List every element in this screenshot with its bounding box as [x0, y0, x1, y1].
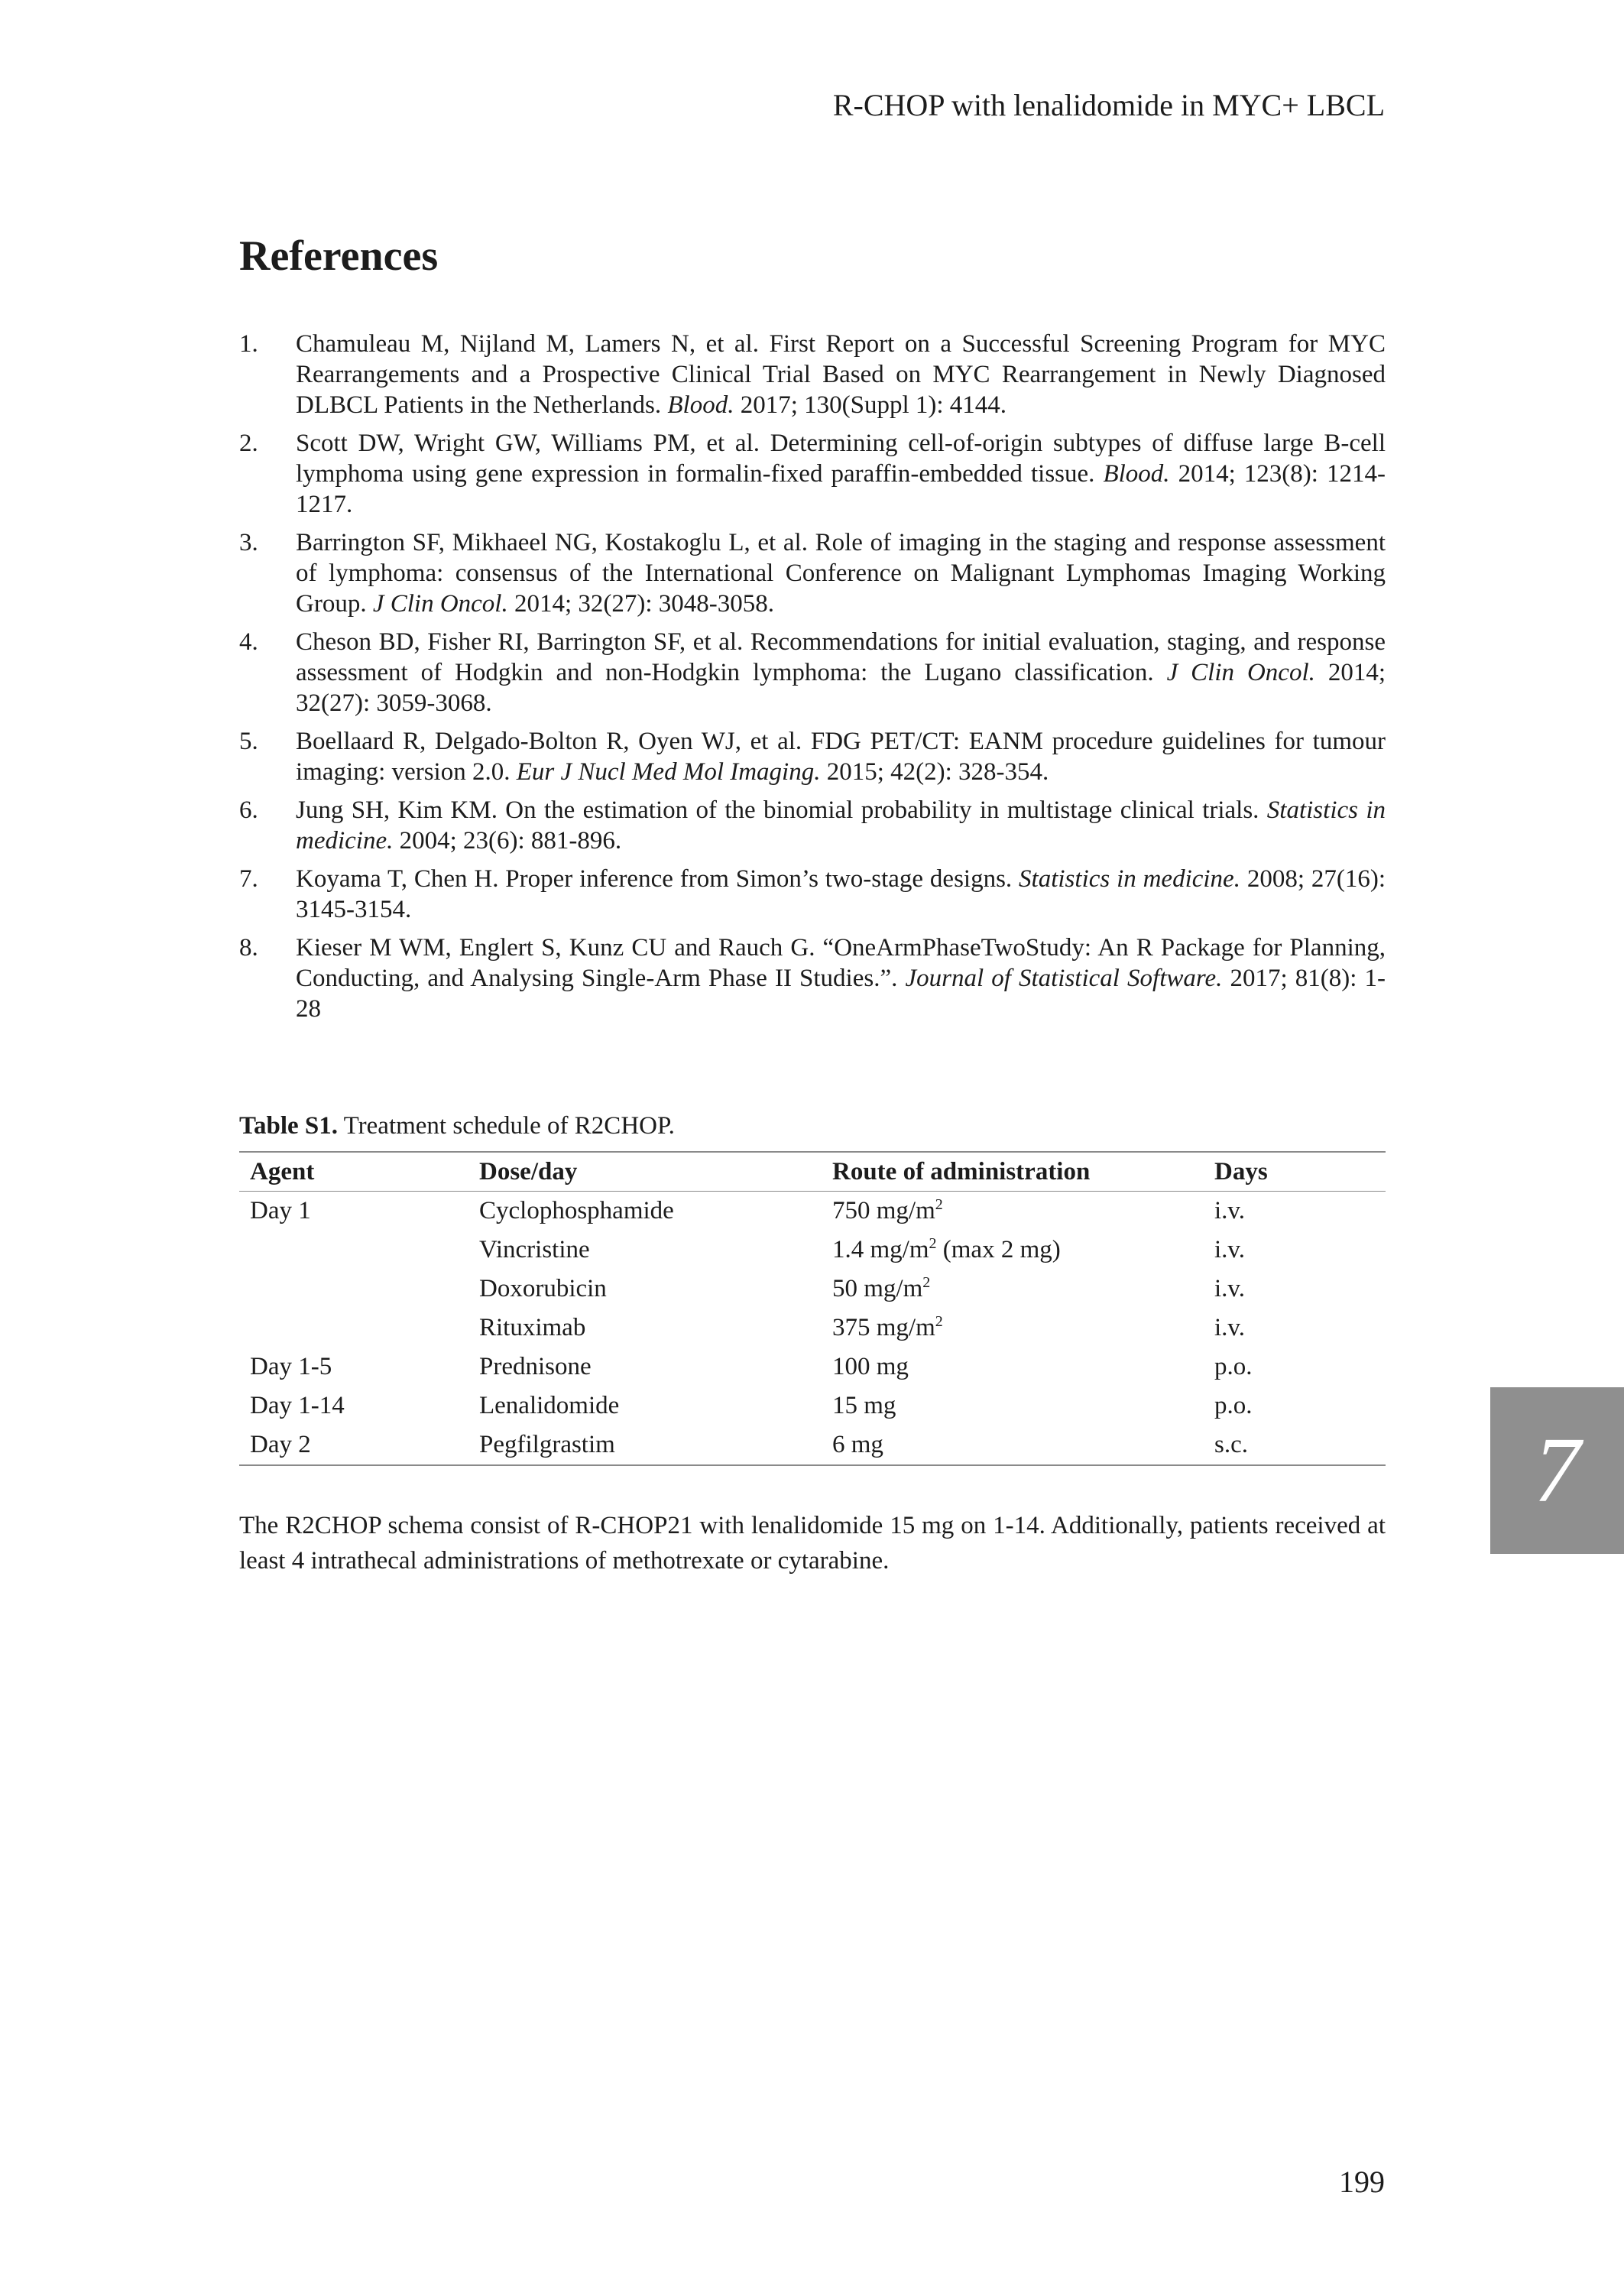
- cell-agent: [239, 1231, 468, 1270]
- cell-drug: Cyclophosphamide: [479, 1197, 674, 1224]
- table-row: [239, 1270, 1386, 1309]
- reference-item: [239, 795, 1386, 856]
- cell-route: p.o.: [1214, 1353, 1253, 1380]
- cell-agent: Day 1: [250, 1197, 311, 1224]
- reference-citation: 2008; 27(16): 3145-3154.: [296, 865, 1386, 923]
- reference-authors-title: Kieser M WM, Englert S, Kunz CU and Rauch G. “OneArmPhaseTwoStudy: An R Package for Planning, Conducting, and Analysing Single-Arm Phase II Studies.”.: [296, 934, 1386, 992]
- table-header-row: [239, 1152, 1386, 1192]
- section-heading: References: [239, 232, 439, 280]
- cell-agent: Day 2: [250, 1431, 311, 1458]
- cell-drug: Vincristine: [479, 1236, 590, 1263]
- reference-item: [239, 428, 1386, 520]
- page-number: 199: [1339, 2165, 1385, 2199]
- reference-authors-title: Boellaard R, Delgado-Bolton R, Oyen WJ, et al. FDG PET/CT: EANM procedure guidelines for tumour imaging: version 2.0.: [296, 728, 1386, 786]
- reference-text: [296, 864, 1386, 925]
- reference-citation: 2014; 32(27): 3048-3058.: [507, 590, 775, 618]
- table-row: [239, 1309, 1386, 1348]
- table-row: [239, 1231, 1386, 1270]
- reference-text: [296, 795, 1386, 856]
- reference-number: 6.: [239, 796, 258, 824]
- reference-item: [239, 864, 1386, 925]
- cell-dose: 15 mg: [832, 1392, 896, 1419]
- cell-route: p.o.: [1214, 1392, 1253, 1419]
- cell-route: i.v.: [1214, 1236, 1246, 1263]
- cell-route: s.c.: [1214, 1431, 1248, 1458]
- reference-item: [239, 627, 1386, 718]
- reference-journal: Eur J Nucl Med Mol Imaging.: [516, 758, 821, 786]
- cell-dose: 375 $mg/m^2$: [832, 1313, 943, 1341]
- reference-citation: 2004; 23(6): 881-896.: [393, 827, 622, 855]
- cell-agent: Day 1-14: [250, 1392, 345, 1419]
- cell-drug: Pegfilgrastim: [479, 1431, 615, 1458]
- cell-dose: 750 $mg/m^2$: [832, 1196, 943, 1224]
- table-note: The R2CHOP schema consist of R-CHOP21 with lenalidomide 15 mg on 1-14. Additionally, patients received at least 4 intrathecal administrations of methotrexate or cytarabine.: [239, 1512, 1386, 1575]
- reference-item: [239, 932, 1386, 1024]
- reference-text: [296, 428, 1386, 520]
- reference-text: [296, 932, 1386, 1024]
- table-row: [239, 1425, 1386, 1465]
- reference-citation: 2014; 123(8): 1214-1217.: [296, 460, 1386, 518]
- reference-journal: Statistics in medicine.: [1019, 865, 1240, 893]
- reference-number: 3.: [239, 529, 258, 556]
- reference-number: 5.: [239, 728, 258, 755]
- cell-route: i.v.: [1214, 1197, 1246, 1224]
- cell-agent: [239, 1270, 468, 1309]
- column-header-days: Days: [1204, 1152, 1386, 1192]
- reference-text: [296, 627, 1386, 718]
- running-head: R-CHOP with lenalidomide in MYC+ LBCL: [832, 88, 1385, 122]
- cell-route: i.v.: [1214, 1314, 1246, 1341]
- reference-journal: J Clin Oncol.: [372, 590, 508, 618]
- reference-citation: 2015; 42(2): 328-354.: [820, 758, 1049, 786]
- cell-drug: Doxorubicin: [479, 1275, 607, 1302]
- table-caption-label: Table S1.: [239, 1112, 339, 1140]
- table-row: [239, 1348, 1386, 1387]
- cell-dose: 50 $mg/m^2$: [832, 1274, 931, 1302]
- reference-authors-title: Scott DW, Wright GW, Williams PM, et al. Determining cell-of-origin subtypes of diffuse large B-cell lymphoma using gene expression in formalin-fixed paraffin-embedded tissue.: [296, 430, 1386, 488]
- reference-citation: 2017; 130(Suppl 1): 4144.: [734, 391, 1007, 419]
- reference-text: [296, 527, 1386, 619]
- cell-drug: Prednisone: [479, 1353, 592, 1380]
- reference-authors-title: Cheson BD, Fisher RI, Barrington SF, et al. Recommendations for initial evaluation, staging, and response assessment of Hodgkin and non-Hodgkin lymphoma: the Lugano classification.: [296, 628, 1386, 686]
- cell-dose: 6 mg: [832, 1431, 883, 1458]
- column-header-route: Route of administration: [822, 1152, 1204, 1192]
- reference-journal: Blood.: [1103, 460, 1170, 488]
- reference-authors-title: Barrington SF, Mikhaeel NG, Kostakoglu L, et al. Role of imaging in the staging and response assessment of lymphoma: consensus of the International Conference on Malignant Lymphomas Imaging Working Group.: [296, 529, 1386, 618]
- cell-agent: [239, 1309, 468, 1348]
- cell-drug: Rituximab: [479, 1314, 586, 1341]
- reference-item: [239, 726, 1386, 787]
- cell-route: i.v.: [1214, 1275, 1246, 1302]
- reference-number: 2.: [239, 430, 258, 457]
- reference-number: 8.: [239, 934, 258, 962]
- chapter-tab: 7: [1490, 1387, 1624, 1554]
- table-caption-text: Treatment schedule of R2CHOP.: [338, 1112, 675, 1140]
- table-caption: [239, 1111, 675, 1141]
- reference-citation: 2014; 32(27): 3059-3068.: [296, 659, 1386, 717]
- reference-authors-title: Koyama T, Chen H. Proper inference from Simon’s two-stage designs.: [296, 865, 1019, 893]
- cell-agent: Day 1-5: [250, 1353, 332, 1380]
- table-row: [239, 1387, 1386, 1425]
- reference-text: [296, 329, 1386, 420]
- reference-number: 7.: [239, 865, 258, 893]
- reference-journal: Journal of Statistical Software.: [905, 965, 1223, 992]
- reference-item: [239, 329, 1386, 420]
- reference-list: [239, 329, 1386, 1032]
- reference-journal: Statistics in medicine.: [296, 796, 1386, 855]
- cell-drug: Lenalidomide: [479, 1392, 620, 1419]
- reference-number: 4.: [239, 628, 258, 656]
- cell-dose: 100 mg: [832, 1353, 909, 1380]
- column-header-dose-day: Dose/day: [468, 1152, 822, 1192]
- treatment-schedule-table: [239, 1151, 1386, 1466]
- reference-journal: J Clin Oncol.: [1166, 659, 1315, 686]
- table-row: [239, 1192, 1386, 1231]
- reference-citation: 2017; 81(8): 1-28: [296, 965, 1386, 1023]
- reference-journal: Blood.: [667, 391, 734, 419]
- cell-dose: 1.4 $mg/m^2$ (max 2 mg): [832, 1235, 1061, 1263]
- reference-item: [239, 527, 1386, 619]
- reference-number: 1.: [239, 330, 258, 358]
- column-header-agent: Agent: [239, 1152, 468, 1192]
- reference-authors-title: Jung SH, Kim KM. On the estimation of the binomial probability in multistage clinical trials.: [296, 796, 1267, 824]
- reference-authors-title: Chamuleau M, Nijland M, Lamers N, et al. First Report on a Successful Screening Program for MYC Rearrangements and a Prospective Clinical Trial Based on MYC Rearrangement in Newly Diagnosed DLBCL Patients in the Netherlands.: [296, 330, 1386, 419]
- reference-text: [296, 726, 1386, 787]
